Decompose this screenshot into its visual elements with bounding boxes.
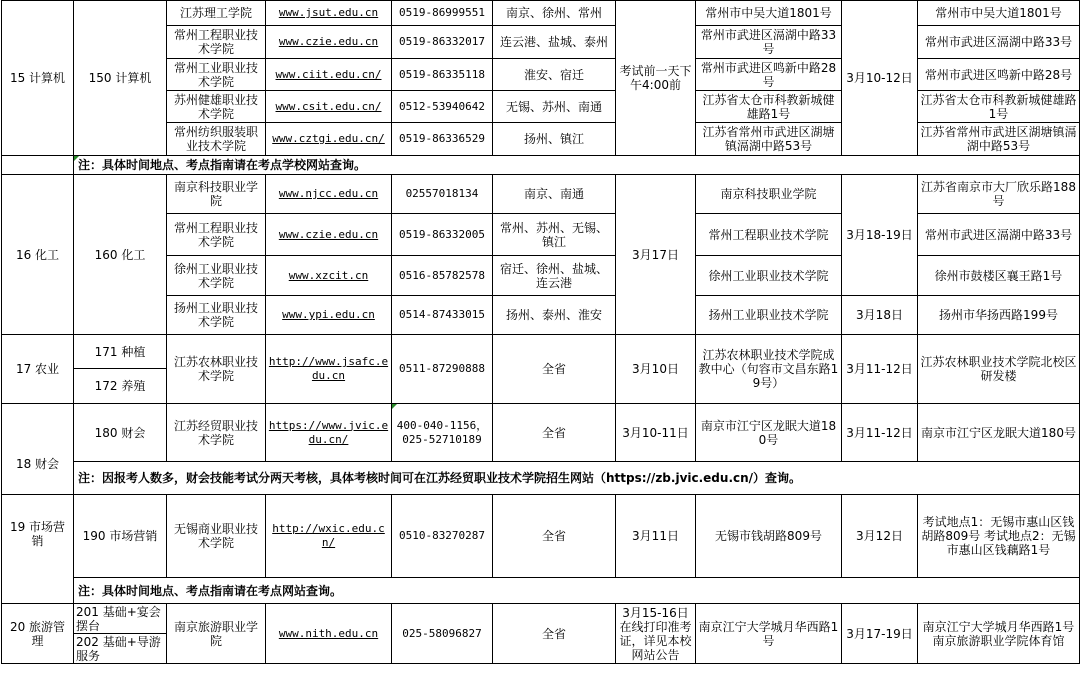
exam-time-cell: 3月15-16日在线打印准考证，详见本校网站公告 bbox=[616, 604, 696, 664]
group-cell: 17 农业 bbox=[2, 335, 74, 404]
category-cell: 172 养殖 bbox=[74, 369, 167, 404]
phone-cell: 0514-87433015 bbox=[392, 296, 493, 335]
school-cell: 徐州工业职业技术学院 bbox=[167, 256, 266, 296]
exam-time-cell: 3月17日 bbox=[616, 175, 696, 335]
note-text: 注：具体时间地点、考点指南请在考点学校网站查询。 bbox=[74, 156, 1080, 175]
table-row bbox=[2, 175, 1080, 214]
website-link[interactable]: www.czie.edu.cn bbox=[266, 214, 392, 256]
address-cell: 南京江宁大学城月华西路1号南京旅游职业学院体育馆 bbox=[918, 604, 1080, 664]
phone-cell: 0519-86332005 bbox=[392, 214, 493, 256]
school-cell: 常州纺织服装职业技术学院 bbox=[167, 123, 266, 156]
address-cell: 江苏省常州市武进区湖塘镇滆湖中路53号 bbox=[696, 123, 842, 156]
note-row bbox=[2, 462, 1080, 495]
address-cell: 徐州市鼓楼区襄王路1号 bbox=[918, 256, 1080, 296]
region-cell: 宿迁、徐州、盐城、连云港 bbox=[493, 256, 616, 296]
date-cell: 3月18日 bbox=[842, 296, 918, 335]
address-cell: 徐州工业职业技术学院 bbox=[696, 256, 842, 296]
note-text: 注：因报考人数多，财会技能考试分两天考核，具体考核时间可在江苏经贸职业技术学院招生网站（https://zb.jvic.edu.cn/）查询。 bbox=[74, 462, 1080, 495]
address-cell: 常州市武进区鸣新中路28号 bbox=[918, 59, 1080, 91]
school-cell: 江苏经贸职业技术学院 bbox=[167, 404, 266, 462]
region-cell: 连云港、盐城、泰州 bbox=[493, 26, 616, 59]
school-cell: 常州工程职业技术学院 bbox=[167, 26, 266, 59]
address-cell: 常州市中吴大道1801号 bbox=[696, 1, 842, 26]
phone-cell: 0519-86336529 bbox=[392, 123, 493, 156]
note-text: 注：具体时间地点、考点指南请在考点网站查询。 bbox=[74, 578, 1080, 604]
region-cell: 无锡、苏州、南通 bbox=[493, 91, 616, 123]
address-cell: 常州市武进区滆湖中路33号 bbox=[918, 26, 1080, 59]
region-cell: 全省 bbox=[493, 404, 616, 462]
address-cell: 常州市武进区滆湖中路33号 bbox=[918, 214, 1080, 256]
website-link[interactable]: http://www.jsafc.edu.cn bbox=[266, 335, 392, 404]
category-cell: 180 财会 bbox=[74, 404, 167, 462]
school-cell: 江苏理工学院 bbox=[167, 1, 266, 26]
school-cell: 扬州工业职业技术学院 bbox=[167, 296, 266, 335]
website-link[interactable]: www.njcc.edu.cn bbox=[266, 175, 392, 214]
phone-cell: 0510-83270287 bbox=[392, 495, 493, 578]
website-link[interactable]: www.jsut.edu.cn bbox=[266, 1, 392, 26]
address-cell: 江苏农林职业技术学院成教中心（句容市文昌东路19号） bbox=[696, 335, 842, 404]
exam-schedule-table bbox=[1, 0, 1080, 664]
phone-cell: 0516-85782578 bbox=[392, 256, 493, 296]
address-cell: 扬州市华扬西路199号 bbox=[918, 296, 1080, 335]
address-cell: 考试地点1：无锡市惠山区钱胡路809号 考试地点2：无锡市惠山区钱藕路1号 bbox=[918, 495, 1080, 578]
address-cell: 江苏农林职业技术学院北校区研发楼 bbox=[918, 335, 1080, 404]
region-cell: 淮安、宿迁 bbox=[493, 59, 616, 91]
phone-cell: 02557018134 bbox=[392, 175, 493, 214]
school-cell: 常州工程职业技术学院 bbox=[167, 214, 266, 256]
address-cell: 无锡市钱胡路809号 bbox=[696, 495, 842, 578]
address-cell: 南京江宁大学城月华西路1号 bbox=[696, 604, 842, 664]
note-row bbox=[2, 156, 1080, 175]
date-cell: 3月18-19日 bbox=[842, 175, 918, 296]
phone-cell: 0511-87290888 bbox=[392, 335, 493, 404]
region-cell: 常州、苏州、无锡、镇江 bbox=[493, 214, 616, 256]
phone-cell: 0519-86335118 bbox=[392, 59, 493, 91]
date-cell: 3月17-19日 bbox=[842, 604, 918, 664]
school-cell: 苏州健雄职业技术学院 bbox=[167, 91, 266, 123]
blank-cell bbox=[2, 156, 74, 175]
address-cell: 南京市江宁区龙眠大道180号 bbox=[918, 404, 1080, 462]
category-cell: 160 化工 bbox=[74, 175, 167, 335]
group-cell: 20 旅游管理 bbox=[2, 604, 74, 664]
address-cell: 常州市武进区鸣新中路28号 bbox=[696, 59, 842, 91]
region-cell: 扬州、泰州、淮安 bbox=[493, 296, 616, 335]
category-cell: 171 种植 bbox=[74, 335, 167, 369]
phone-cell: 0512-53940642 bbox=[392, 91, 493, 123]
school-cell: 南京旅游职业学院 bbox=[167, 604, 266, 664]
exam-time-cell: 考试前一天下午4:00前 bbox=[616, 1, 696, 156]
phone-cell: 400-040-1156，025-52710189 bbox=[392, 404, 493, 462]
website-link[interactable]: www.ypi.edu.cn bbox=[266, 296, 392, 335]
date-cell: 3月12日 bbox=[842, 495, 918, 578]
website-link[interactable]: http://wxic.edu.cn/ bbox=[266, 495, 392, 578]
table-row bbox=[2, 404, 1080, 462]
exam-time-cell: 3月11日 bbox=[616, 495, 696, 578]
region-cell: 南京、南通 bbox=[493, 175, 616, 214]
date-cell: 3月11-12日 bbox=[842, 335, 918, 404]
group-cell: 19 市场营销 bbox=[2, 495, 74, 604]
region-cell: 全省 bbox=[493, 335, 616, 404]
address-cell: 常州市武进区滆湖中路33号 bbox=[696, 26, 842, 59]
school-cell: 江苏农林职业技术学院 bbox=[167, 335, 266, 404]
address-cell: 江苏省南京市大厂欣乐路188号 bbox=[918, 175, 1080, 214]
category-cell: 201 基础+宴会摆台 bbox=[74, 604, 167, 634]
phone-cell: 0519-86332017 bbox=[392, 26, 493, 59]
phone-cell: 0519-86999551 bbox=[392, 1, 493, 26]
date-cell: 3月10-12日 bbox=[842, 1, 918, 156]
website-link[interactable]: www.ciit.edu.cn/ bbox=[266, 59, 392, 91]
category-cell: 150 计算机 bbox=[74, 1, 167, 156]
table-row bbox=[2, 495, 1080, 578]
region-cell: 扬州、镇江 bbox=[493, 123, 616, 156]
website-link[interactable]: www.xzcit.cn bbox=[266, 256, 392, 296]
school-cell: 南京科技职业学院 bbox=[167, 175, 266, 214]
website-link[interactable]: www.czie.edu.cn bbox=[266, 26, 392, 59]
website-link[interactable]: www.nith.edu.cn bbox=[266, 604, 392, 664]
address-cell: 常州市中吴大道1801号 bbox=[918, 1, 1080, 26]
address-cell: 江苏省太仓市科教新城健雄路1号 bbox=[918, 91, 1080, 123]
address-cell: 江苏省常州市武进区湖塘镇滆湖中路53号 bbox=[918, 123, 1080, 156]
note-row bbox=[2, 578, 1080, 604]
school-cell: 常州工业职业技术学院 bbox=[167, 59, 266, 91]
group-cell: 15 计算机 bbox=[2, 1, 74, 156]
category-cell: 190 市场营销 bbox=[74, 495, 167, 578]
address-cell: 南京科技职业学院 bbox=[696, 175, 842, 214]
exam-time-cell: 3月10日 bbox=[616, 335, 696, 404]
table-row bbox=[2, 604, 1080, 634]
school-cell: 无锡商业职业技术学院 bbox=[167, 495, 266, 578]
address-cell: 常州工程职业技术学院 bbox=[696, 214, 842, 256]
region-cell: 全省 bbox=[493, 495, 616, 578]
address-cell: 南京市江宁区龙眠大道180号 bbox=[696, 404, 842, 462]
website-link[interactable]: www.cztgi.edu.cn/ bbox=[266, 123, 392, 156]
table-row bbox=[2, 1, 1080, 26]
website-link[interactable]: www.csit.edu.cn/ bbox=[266, 91, 392, 123]
table-row bbox=[2, 335, 1080, 369]
category-cell: 202 基础+导游服务 bbox=[74, 634, 167, 664]
address-cell: 扬州工业职业技术学院 bbox=[696, 296, 842, 335]
date-cell: 3月11-12日 bbox=[842, 404, 918, 462]
phone-cell: 025-58096827 bbox=[392, 604, 493, 664]
group-cell: 18 财会 bbox=[2, 404, 74, 495]
group-cell: 16 化工 bbox=[2, 175, 74, 335]
region-cell: 全省 bbox=[493, 604, 616, 664]
website-link[interactable]: https://www.jvic.edu.cn/ bbox=[266, 404, 392, 462]
address-cell: 江苏省太仓市科教新城健雄路1号 bbox=[696, 91, 842, 123]
region-cell: 南京、徐州、常州 bbox=[493, 1, 616, 26]
exam-time-cell: 3月10-11日 bbox=[616, 404, 696, 462]
